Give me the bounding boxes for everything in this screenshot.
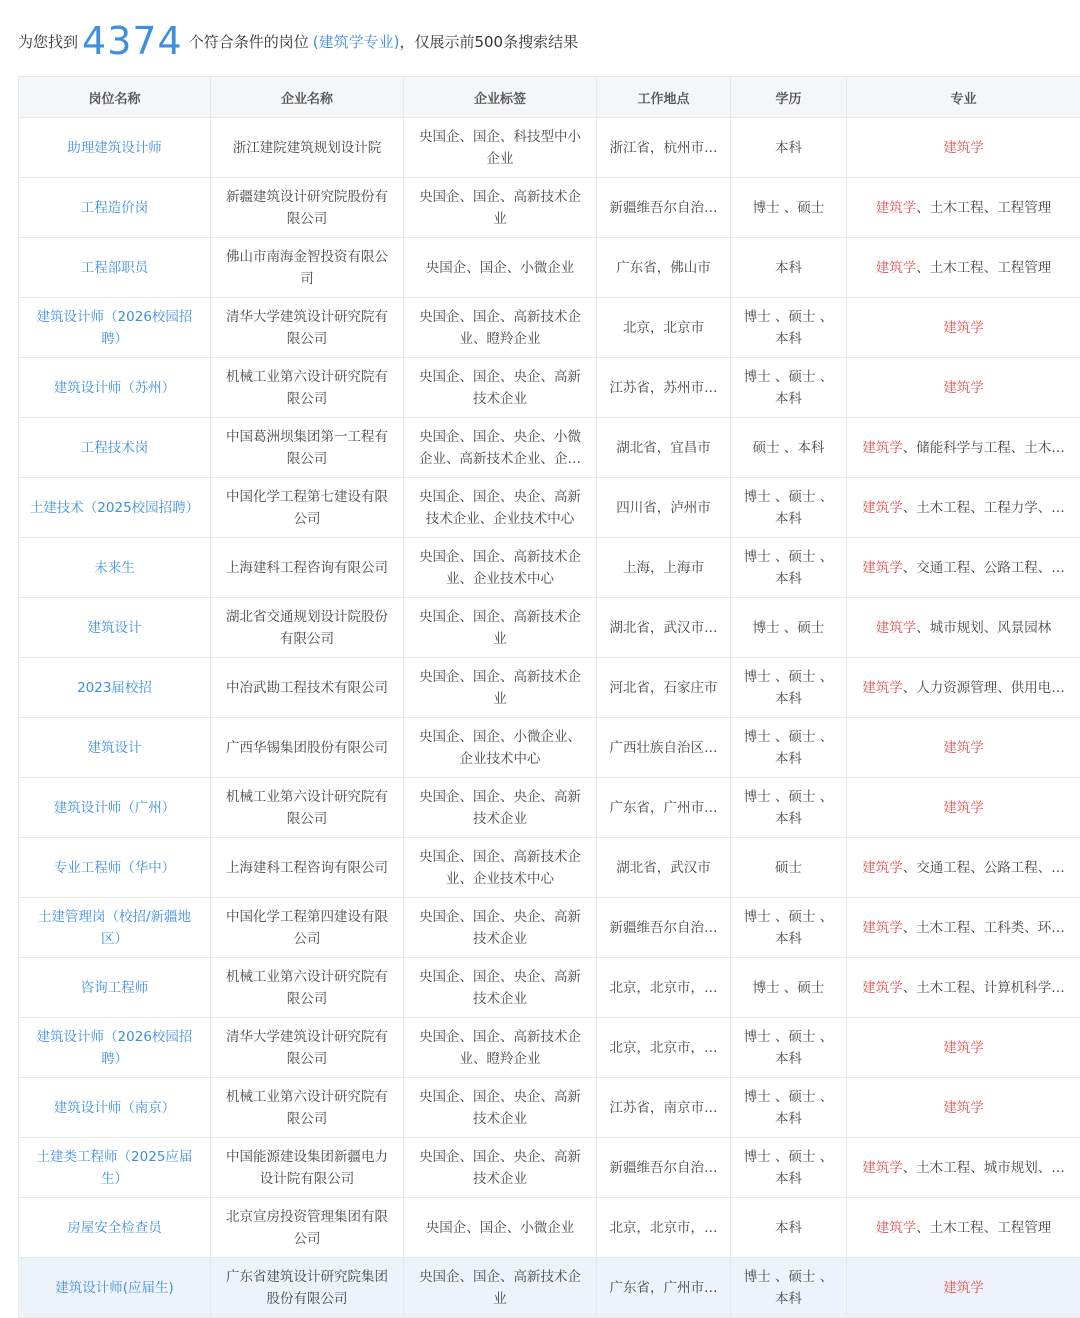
job-title-cell (19, 718, 211, 778)
education-level: 博士 、硕士 、本科 (741, 486, 836, 530)
company-cell (211, 1198, 404, 1258)
work-location: 广西壮族自治区… (607, 737, 720, 759)
work-location: 广东省，佛山市 (607, 257, 720, 279)
major-others: 、土木工程、计算机科学… (903, 980, 1065, 996)
job-title-link[interactable]: 建筑设计师（广州） (29, 797, 200, 819)
education-cell (731, 598, 847, 658)
job-title-cell (19, 1198, 211, 1258)
location-cell (597, 598, 731, 658)
job-title-cell (19, 598, 211, 658)
company-cell (211, 658, 404, 718)
table-row[interactable] (19, 778, 1080, 838)
job-title-cell (19, 238, 211, 298)
major-cell (847, 178, 1080, 238)
education-cell (731, 298, 847, 358)
job-title-cell (19, 418, 211, 478)
company-name: 中国能源建设集团新疆电力设计院有限公司 (221, 1146, 393, 1190)
company-tags-cell (404, 658, 597, 718)
major-highlight: 建筑学 (943, 740, 984, 756)
location-cell (597, 718, 731, 778)
company-name: 中国化学工程第四建设有限公司 (221, 906, 393, 950)
location-cell (597, 658, 731, 718)
major-highlight: 建筑学 (943, 320, 984, 336)
table-row[interactable] (19, 358, 1080, 418)
major-cell (847, 898, 1080, 958)
company-name: 中国化学工程第七建设有限公司 (221, 486, 393, 530)
education-level: 博士 、硕士 (741, 977, 836, 999)
company-tags-cell (404, 298, 597, 358)
company-tags: 央国企、国企、小微企业 (414, 1217, 586, 1239)
company-cell (211, 598, 404, 658)
major-highlight: 建筑学 (862, 440, 903, 456)
location-cell (597, 1138, 731, 1198)
job-results-table (18, 76, 1080, 1318)
location-cell (597, 1018, 731, 1078)
company-tags-cell (404, 1018, 597, 1078)
header-location: 工作地点 (597, 77, 731, 118)
location-cell (597, 838, 731, 898)
company-name: 中国葛洲坝集团第一工程有限公司 (221, 426, 393, 470)
company-tags: 央国企、国企、央企、高新技术企业 (414, 966, 586, 1010)
company-tags: 央国企、国企、高新技术企业、企业技术中心 (414, 846, 586, 890)
location-cell (597, 178, 731, 238)
summary-prefix: 为您找到 (18, 31, 78, 52)
header-job-title: 岗位名称 (19, 77, 211, 118)
job-title-link[interactable]: 建筑设计 (29, 737, 200, 759)
education-level: 博士 、硕士 (741, 617, 836, 639)
company-cell (211, 898, 404, 958)
company-cell (211, 838, 404, 898)
table-row[interactable] (19, 958, 1080, 1018)
company-tags: 央国企、国企、高新技术企业 (414, 1266, 586, 1310)
location-cell (597, 298, 731, 358)
table-row[interactable] (19, 1198, 1080, 1258)
education-level: 本科 (741, 137, 836, 159)
company-cell (211, 538, 404, 598)
header-company-tags: 企业标签 (404, 77, 597, 118)
table-row[interactable] (19, 178, 1080, 238)
company-name: 上海建科工程咨询有限公司 (221, 557, 393, 579)
job-title-cell (19, 478, 211, 538)
education-level: 博士 、硕士 、本科 (741, 726, 836, 770)
major-others: 、储能科学与工程、土木… (903, 440, 1065, 456)
education-cell (731, 1018, 847, 1078)
company-tags: 央国企、国企、高新技术企业、瞪羚企业 (414, 1026, 586, 1070)
location-cell (597, 1198, 731, 1258)
major-cell (847, 1198, 1080, 1258)
table-row[interactable] (19, 298, 1080, 358)
major-others: 、土木工程、工程力学、… (903, 500, 1065, 516)
education-cell (731, 358, 847, 418)
company-name: 北京宣房投资管理集团有限公司 (221, 1206, 393, 1250)
major-highlight: 建筑学 (862, 860, 903, 876)
table-row[interactable] (19, 238, 1080, 298)
company-cell (211, 958, 404, 1018)
company-name: 中冶武勘工程技术有限公司 (221, 677, 393, 699)
major-highlight: 建筑学 (862, 500, 903, 516)
work-location: 北京，北京市，… (607, 1037, 720, 1059)
table-row[interactable] (19, 478, 1080, 538)
education-cell (731, 118, 847, 178)
job-title-cell (19, 958, 211, 1018)
company-tags-cell (404, 778, 597, 838)
major-highlight: 建筑学 (876, 200, 917, 216)
education-cell (731, 1078, 847, 1138)
major-cell (847, 838, 1080, 898)
work-location: 江苏省，苏州市… (607, 377, 720, 399)
job-title-link[interactable]: 2023届校招 (29, 677, 200, 699)
header-company: 企业名称 (211, 77, 404, 118)
company-name: 机械工业第六设计研究院有限公司 (221, 966, 393, 1010)
company-tags: 央国企、国企、高新技术企业 (414, 186, 586, 230)
company-tags-cell (404, 718, 597, 778)
major-cell (847, 538, 1080, 598)
table-row[interactable] (19, 1018, 1080, 1078)
company-cell (211, 1138, 404, 1198)
major-filter-link[interactable]: (建筑学专业) (313, 31, 400, 52)
job-title-cell (19, 778, 211, 838)
major-others: 、人力资源管理、供用电… (903, 680, 1065, 696)
company-name: 清华大学建筑设计研究院有限公司 (221, 1026, 393, 1070)
education-level: 博士 、硕士 (741, 197, 836, 219)
summary-suffix: ，仅展示前500条搜索结果 (399, 31, 578, 52)
company-tags: 央国企、国企、央企、高新技术企业 (414, 906, 586, 950)
major-others: 、土木工程、城市规划、… (903, 1160, 1065, 1176)
work-location: 四川省，泸州市 (607, 497, 720, 519)
work-location: 新疆维吾尔自治… (607, 1157, 720, 1179)
job-title-link[interactable]: 专业工程师（华中） (29, 857, 200, 879)
education-level: 博士 、硕士 、本科 (741, 306, 836, 350)
location-cell (597, 958, 731, 1018)
education-level: 本科 (741, 1217, 836, 1239)
summary-middle: 个符合条件的岗位 (189, 31, 309, 52)
job-title-cell (19, 358, 211, 418)
company-tags: 央国企、国企、小微企业 (414, 257, 586, 279)
major-cell (847, 718, 1080, 778)
job-title-link[interactable]: 建筑设计师（2026校园招聘） (29, 1026, 200, 1070)
job-title-cell (19, 298, 211, 358)
work-location: 湖北省，宜昌市 (607, 437, 720, 459)
header-education: 学历 (731, 77, 847, 118)
work-location: 北京，北京市，… (607, 1217, 720, 1239)
job-title-link[interactable]: 建筑设计师（2026校园招聘） (29, 306, 200, 350)
work-location: 浙江省，杭州市… (607, 137, 720, 159)
education-level: 本科 (741, 257, 836, 279)
major-highlight: 建筑学 (876, 620, 917, 636)
company-cell (211, 118, 404, 178)
major-cell (847, 298, 1080, 358)
job-title-link[interactable]: 工程部职员 (29, 257, 200, 279)
job-title-link[interactable]: 助理建筑设计师 (29, 137, 200, 159)
company-tags: 央国企、国企、央企、小微企业、高新技术企业、企… (414, 426, 586, 470)
company-tags-cell (404, 418, 597, 478)
education-cell (731, 418, 847, 478)
job-title-link[interactable]: 未来生 (29, 557, 200, 579)
work-location: 河北省，石家庄市 (607, 677, 720, 699)
major-others: 、土木工程、工程管理 (916, 200, 1051, 216)
company-tags-cell (404, 898, 597, 958)
company-cell (211, 778, 404, 838)
major-cell (847, 778, 1080, 838)
major-highlight: 建筑学 (876, 1220, 917, 1236)
education-level: 博士 、硕士 、本科 (741, 666, 836, 710)
table-header-row (19, 77, 1080, 118)
education-level: 硕士 、本科 (741, 437, 836, 459)
major-highlight: 建筑学 (862, 1160, 903, 1176)
major-highlight: 建筑学 (862, 680, 903, 696)
work-location: 广东省，广州市… (607, 797, 720, 819)
major-others: 、交通工程、公路工程、… (903, 860, 1065, 876)
major-highlight: 建筑学 (943, 1100, 984, 1116)
work-location: 北京，北京市 (607, 317, 720, 339)
education-level: 硕士 (741, 857, 836, 879)
company-tags-cell (404, 1138, 597, 1198)
major-highlight: 建筑学 (862, 920, 903, 936)
company-cell (211, 178, 404, 238)
job-title-cell (19, 1018, 211, 1078)
education-level: 博士 、硕士 、本科 (741, 366, 836, 410)
major-cell (847, 1078, 1080, 1138)
major-cell (847, 118, 1080, 178)
company-tags-cell (404, 958, 597, 1018)
company-tags-cell (404, 478, 597, 538)
company-tags-cell (404, 358, 597, 418)
job-title-link[interactable]: 工程造价岗 (29, 197, 200, 219)
major-cell (847, 478, 1080, 538)
location-cell (597, 238, 731, 298)
education-cell (731, 538, 847, 598)
company-tags: 央国企、国企、央企、高新技术企业 (414, 1086, 586, 1130)
work-location: 湖北省，武汉市 (607, 857, 720, 879)
education-level: 博士 、硕士 、本科 (741, 546, 836, 590)
job-title-link[interactable]: 房屋安全检查员 (29, 1217, 200, 1239)
company-cell (211, 718, 404, 778)
work-location: 湖北省，武汉市… (607, 617, 720, 639)
company-tags-cell (404, 118, 597, 178)
company-tags-cell (404, 598, 597, 658)
job-title-link[interactable]: 建筑设计师（南京） (29, 1097, 200, 1119)
major-highlight: 建筑学 (862, 560, 903, 576)
job-title-cell (19, 1138, 211, 1198)
table-row[interactable] (19, 1138, 1080, 1198)
work-location: 新疆维吾尔自治… (607, 917, 720, 939)
major-cell (847, 238, 1080, 298)
education-cell (731, 838, 847, 898)
result-count: 4374 (82, 19, 183, 63)
major-others: 、土木工程、工程管理 (916, 260, 1051, 276)
major-cell (847, 658, 1080, 718)
major-cell (847, 1138, 1080, 1198)
table-row[interactable] (19, 718, 1080, 778)
location-cell (597, 778, 731, 838)
company-tags: 央国企、国企、高新技术企业 (414, 606, 586, 650)
company-tags-cell (404, 238, 597, 298)
education-cell (731, 178, 847, 238)
company-cell (211, 298, 404, 358)
company-tags: 央国企、国企、小微企业、企业技术中心 (414, 726, 586, 770)
work-location: 上海，上海市 (607, 557, 720, 579)
company-cell (211, 358, 404, 418)
company-name: 广东省建筑设计研究院集团股份有限公司 (221, 1266, 393, 1310)
job-title-cell (19, 1078, 211, 1138)
company-tags-cell (404, 838, 597, 898)
job-title-link[interactable]: 工程技术岗 (29, 437, 200, 459)
education-cell (731, 238, 847, 298)
table-row[interactable] (19, 418, 1080, 478)
education-level: 博士 、硕士 、本科 (741, 1026, 836, 1070)
location-cell (597, 358, 731, 418)
company-tags-cell (404, 1078, 597, 1138)
education-cell (731, 478, 847, 538)
major-cell (847, 598, 1080, 658)
location-cell (597, 898, 731, 958)
location-cell (597, 1078, 731, 1138)
major-highlight: 建筑学 (943, 380, 984, 396)
major-others: 、土木工程、工科类、环… (903, 920, 1065, 936)
table-row[interactable] (19, 658, 1080, 718)
work-location: 新疆维吾尔自治… (607, 197, 720, 219)
job-title-cell (19, 538, 211, 598)
table-row[interactable] (19, 598, 1080, 658)
company-cell (211, 1018, 404, 1078)
location-cell (597, 118, 731, 178)
company-tags: 央国企、国企、高新技术企业 (414, 666, 586, 710)
company-name: 湖北省交通规划设计院股份有限公司 (221, 606, 393, 650)
company-tags: 央国企、国企、科技型中小企业 (414, 126, 586, 170)
major-highlight: 建筑学 (943, 1040, 984, 1056)
major-highlight: 建筑学 (943, 140, 984, 156)
education-cell (731, 718, 847, 778)
company-name: 广西华锡集团股份有限公司 (221, 737, 393, 759)
table-row[interactable] (19, 838, 1080, 898)
company-cell (211, 418, 404, 478)
company-tags-cell (404, 538, 597, 598)
company-cell (211, 238, 404, 298)
table-row[interactable] (19, 898, 1080, 958)
table-row[interactable] (19, 118, 1080, 178)
major-others: 、城市规划、风景园林 (916, 620, 1051, 636)
company-name: 机械工业第六设计研究院有限公司 (221, 1086, 393, 1130)
job-title-cell (19, 838, 211, 898)
education-level: 博士 、硕士 、本科 (741, 1086, 836, 1130)
job-title-cell (19, 178, 211, 238)
education-cell (731, 1198, 847, 1258)
job-title-link[interactable]: 土建管理岗（校招/新疆地区） (29, 906, 200, 950)
education-cell (731, 658, 847, 718)
major-others: 、土木工程、工程管理 (916, 1220, 1051, 1236)
education-cell (731, 1138, 847, 1198)
company-name: 佛山市南海金智投资有限公司 (221, 246, 393, 290)
company-name: 新疆建筑设计研究院股份有限公司 (221, 186, 393, 230)
major-cell (847, 1018, 1080, 1078)
major-cell (847, 958, 1080, 1018)
major-cell (847, 418, 1080, 478)
company-tags: 央国企、国企、央企、高新技术企业 (414, 366, 586, 410)
location-cell (597, 538, 731, 598)
job-title-link[interactable]: 建筑设计师(应届生) (29, 1277, 200, 1299)
major-others: 、交通工程、公路工程、… (903, 560, 1065, 576)
company-name: 机械工业第六设计研究院有限公司 (221, 786, 393, 830)
company-tags: 央国企、国企、央企、高新技术企业、企业技术中心 (414, 486, 586, 530)
education-cell (731, 898, 847, 958)
education-level: 博士 、硕士 、本科 (741, 786, 836, 830)
table-row[interactable] (19, 1078, 1080, 1138)
company-name: 浙江建院建筑规划设计院 (221, 137, 393, 159)
job-title-cell (19, 118, 211, 178)
education-cell (731, 778, 847, 838)
company-name: 机械工业第六设计研究院有限公司 (221, 366, 393, 410)
company-name: 上海建科工程咨询有限公司 (221, 857, 393, 879)
table-row[interactable] (19, 538, 1080, 598)
work-location: 广东省，广州市… (607, 1277, 720, 1299)
education-cell (731, 958, 847, 1018)
education-level: 博士 、硕士 、本科 (741, 1146, 836, 1190)
job-title-link[interactable]: 建筑设计 (29, 617, 200, 639)
location-cell (597, 478, 731, 538)
work-location: 江苏省，南京市… (607, 1097, 720, 1119)
company-tags: 央国企、国企、央企、高新技术企业 (414, 786, 586, 830)
major-cell (847, 358, 1080, 418)
job-title-link[interactable]: 建筑设计师（苏州） (29, 377, 200, 399)
company-tags: 央国企、国企、高新技术企业、瞪羚企业 (414, 306, 586, 350)
education-level: 博士 、硕士 、本科 (741, 1266, 836, 1310)
major-highlight: 建筑学 (876, 260, 917, 276)
major-highlight: 建筑学 (943, 800, 984, 816)
job-title-cell (19, 658, 211, 718)
major-highlight: 建筑学 (943, 1280, 984, 1296)
company-name: 清华大学建筑设计研究院有限公司 (221, 306, 393, 350)
search-summary (18, 12, 578, 70)
work-location: 北京，北京市，… (607, 977, 720, 999)
company-tags: 央国企、国企、高新技术企业、企业技术中心 (414, 546, 586, 590)
job-title-cell (19, 898, 211, 958)
job-title-link[interactable]: 土建技术（2025校园招聘） (29, 497, 200, 519)
major-highlight: 建筑学 (862, 980, 903, 996)
job-title-link[interactable]: 咨询工程师 (29, 977, 200, 999)
company-tags-cell (404, 1198, 597, 1258)
company-tags-cell (404, 178, 597, 238)
education-level: 博士 、硕士 、本科 (741, 906, 836, 950)
company-tags: 央国企、国企、央企、高新技术企业 (414, 1146, 586, 1190)
header-major: 专业 (847, 77, 1080, 118)
company-cell (211, 1078, 404, 1138)
job-title-link[interactable]: 土建类工程师（2025应届生） (29, 1146, 200, 1190)
company-cell (211, 478, 404, 538)
location-cell (597, 418, 731, 478)
